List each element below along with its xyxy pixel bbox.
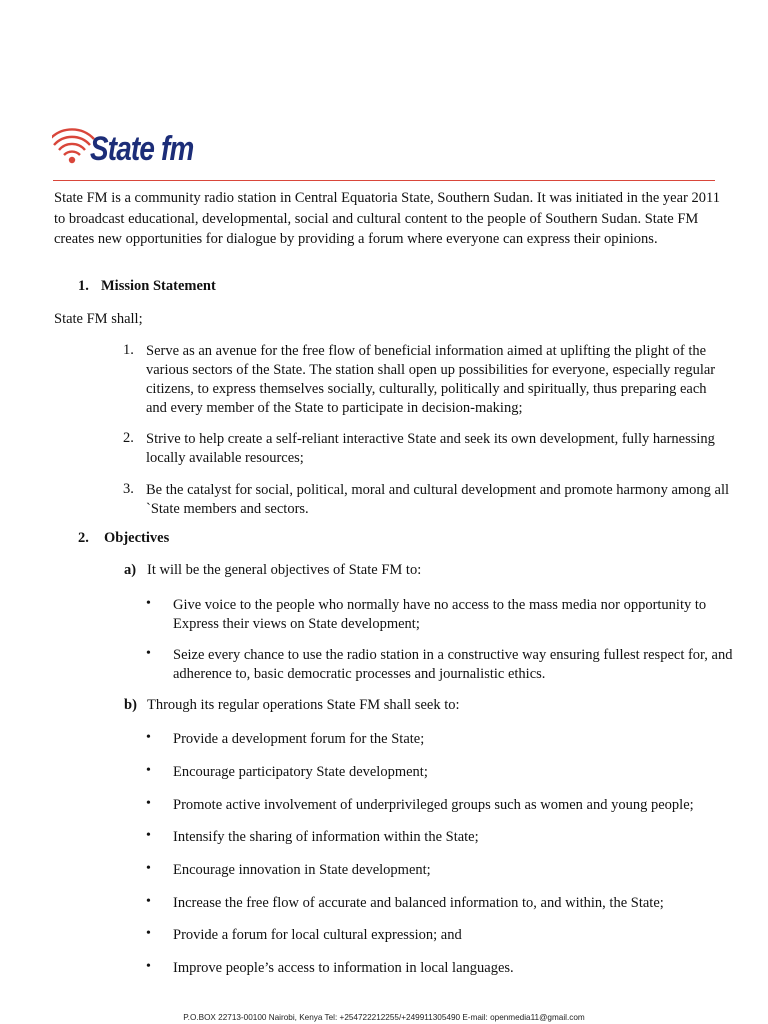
objective-b-bullet: Promote active involvement of underprivileged groups such as women and young people; (173, 797, 694, 813)
mission-item-text: Strive to help create a self-reliant interactive State and seek its own development, fully harnessing locally available resources; (146, 431, 715, 466)
objective-b-text: Through its regular operations State FM shall seek to: (147, 697, 460, 713)
mission-item-text: Serve as an avenue for the free flow of beneficial information aimed at uplifting the plight of the various sectors of the State. The station shall open up possibilities for everyone, especially regular citizens, to express themselves socially, culturally, politically and spiritually, thus preparing each and every member of the State to participate in decision-making; (146, 343, 716, 416)
bullet-icon: • (146, 730, 151, 745)
bullet-icon: • (146, 926, 151, 941)
objective-b-bullet: Provide a development forum for the State; (173, 731, 425, 747)
mission-item-number: 2. (123, 430, 134, 446)
section-1-title: Mission Statement (101, 278, 216, 294)
intro-paragraph: State FM is a community radio station in Central Equatoria State, Southern Sudan. It was initiated in the year 2011 to broadcast educational, developmental, social and cultural content to the people of Southern Sudan. State FM creates new opportunities for dialogue by providing a forum where everyone can express their opinions. (54, 190, 720, 247)
bullet-icon: • (146, 828, 151, 843)
state-fm-logo (52, 124, 222, 174)
bullet-icon: • (146, 763, 151, 778)
bullet-icon: • (146, 596, 151, 611)
objective-a-label: a) (124, 562, 137, 578)
objective-b-bullet: Provide a forum for local cultural expression; and (173, 927, 462, 943)
objective-a-bullet: Give voice to the people who normally have no access to the mass media nor opportunity to Express their views on State development; (173, 597, 707, 632)
bullet-icon: • (146, 796, 151, 811)
objective-b-bullet: Increase the free flow of accurate and balanced information to, and within, the State; (173, 895, 664, 911)
objective-b-label: b) (124, 697, 137, 713)
objective-b-bullet: Encourage participatory State development; (173, 764, 428, 780)
page-footer: P.O.BOX 22713-00100 Nairobi, Kenya Tel: +254722212255/+249911305490 E-mail: openmedia11@gmail.com (183, 1013, 585, 1022)
mission-item-number: 1. (123, 342, 134, 358)
objective-b-bullet: Encourage innovation in State development; (173, 862, 431, 878)
section-2-number: 2. (78, 530, 89, 546)
section-1-number: 1. (78, 278, 89, 294)
section-1-lead: State FM shall; (54, 311, 143, 327)
mission-item-text: Be the catalyst for social, political, moral and cultural development and promote harmony among all `State members and sectors. (146, 482, 730, 517)
objective-b-bullet: Improve people’s access to information in local languages. (173, 960, 514, 976)
bullet-icon: • (146, 959, 151, 974)
bullet-icon: • (146, 894, 151, 909)
logo-text: State fm (90, 130, 194, 168)
objective-a-bullet: Seize every chance to use the radio station in a constructive way ensuring fullest respect for, and adherence to, basic democratic processes and journalistic ethics. (173, 647, 733, 682)
bullet-icon: • (146, 861, 151, 876)
header-rule (53, 180, 715, 181)
objective-b-bullet: Intensify the sharing of information within the State; (173, 829, 479, 845)
bullet-icon: • (146, 646, 151, 661)
mission-item-number: 3. (123, 481, 134, 497)
section-2-title: Objectives (104, 530, 170, 546)
objective-a-text: It will be the general objectives of State FM to: (147, 562, 422, 578)
